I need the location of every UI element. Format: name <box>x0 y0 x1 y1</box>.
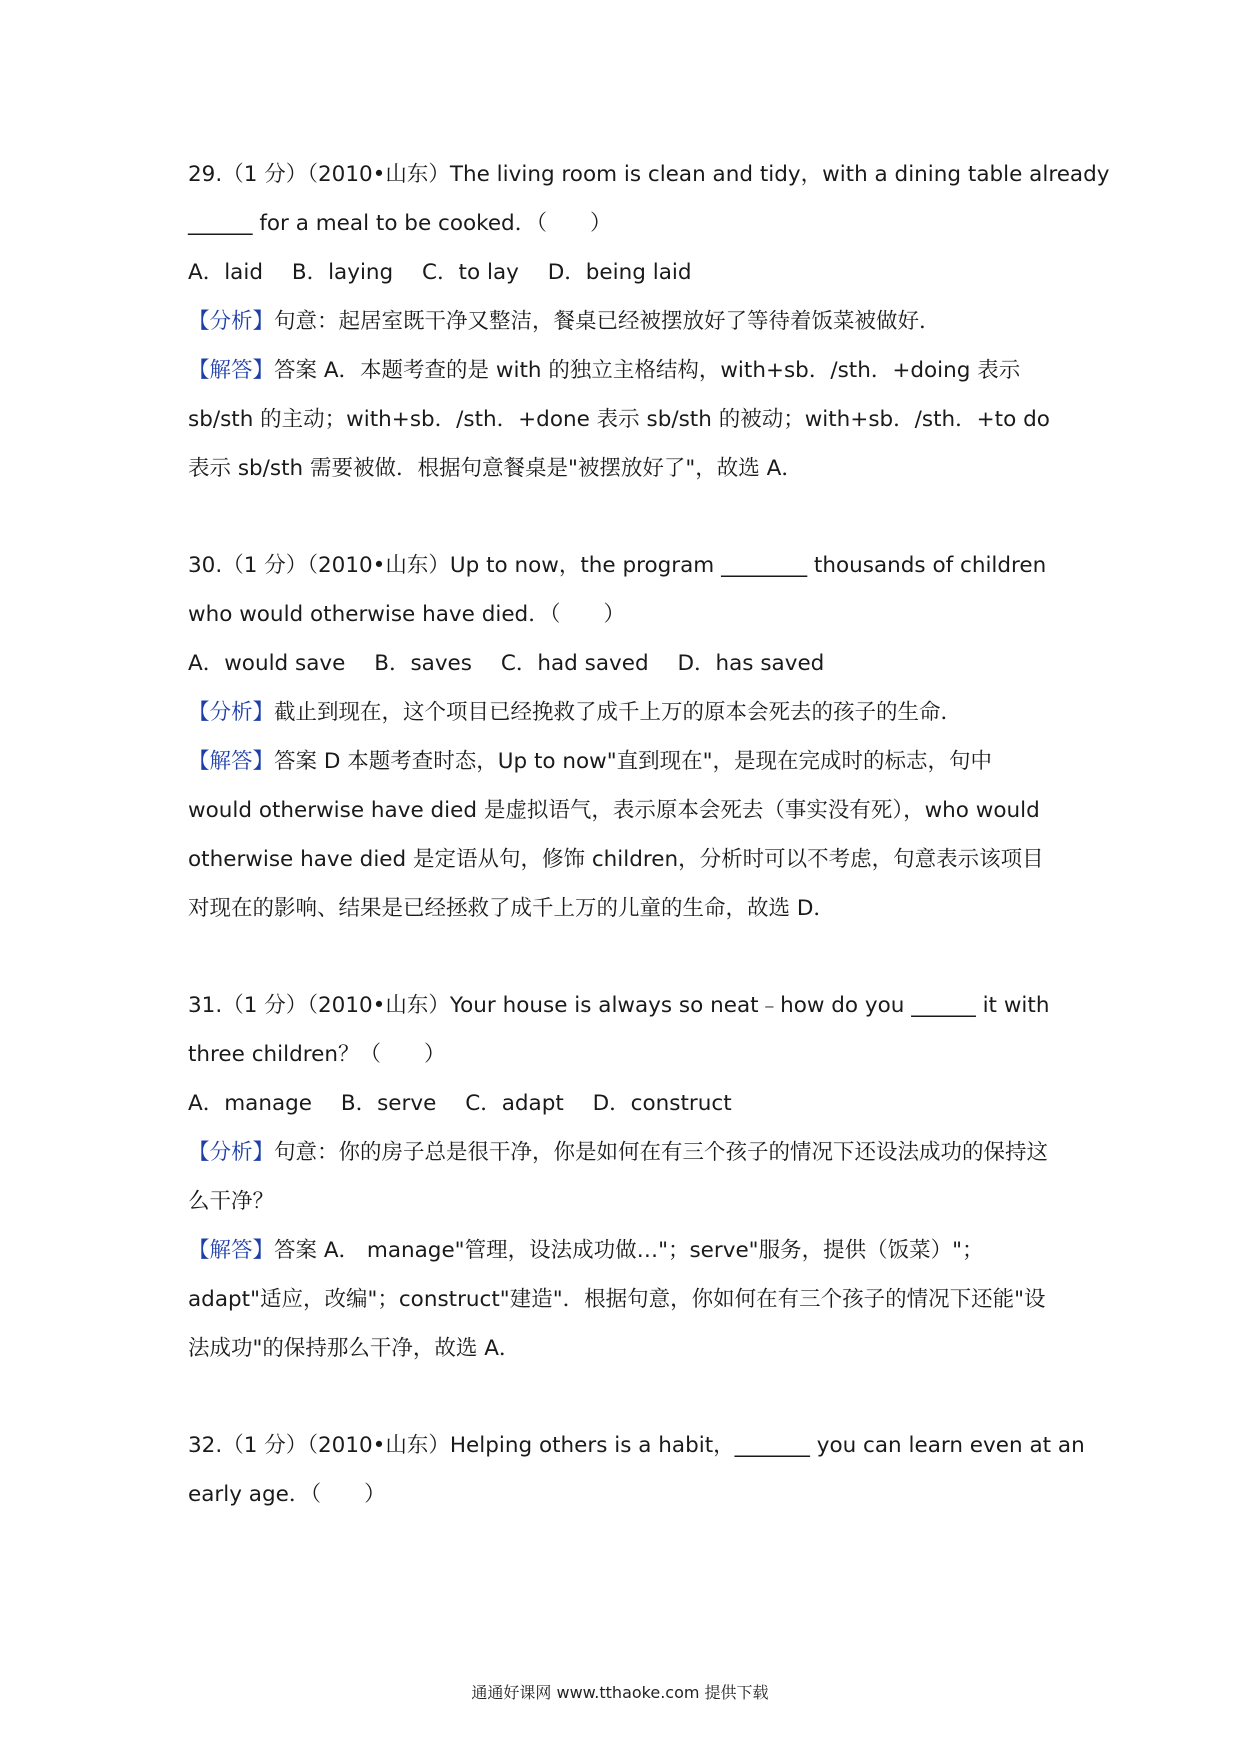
answer-options <box>188 639 1058 688</box>
option-a: A．would save <box>188 651 346 676</box>
question-stem: 29.（1 分）（2010•山东）The living room is clean and tidy，with a dining table already <box>188 162 1110 187</box>
answer-text: 答案 D 本题考查时态，Up to now"直到现在"，是现在完成时的标志，句中 would otherwise have died 是虚拟语气，表示原本会死去（事实没有死），who would otherwise have died 是定语从句，修饰 children，分析时可以不考虑，句意表示该项目对现在的影响、结果是已经拯救了成千上万的儿童的生命，故选 D． <box>188 749 1044 921</box>
analysis-tag: 【分析】 <box>188 700 275 725</box>
question-31 <box>188 981 1058 1373</box>
answer-text: 答案 A．本题考查的是 with 的独立主格结构，with+sb．/sth．+doing 表示 sb/sth 的主动；with+sb．/sth．+done 表示 sb/sth 的被动；with+sb．/sth．+to do 表示 sb/sth 需要被做．根据句意餐桌是"被摆放好了"，故选 A． <box>188 358 1050 481</box>
answer-tag: 【解答】 <box>188 1238 275 1263</box>
option-d: D．has saved <box>677 651 825 676</box>
question-29 <box>188 150 1110 493</box>
option-b: B．laying <box>291 260 394 285</box>
option-b: B．saves <box>374 651 472 676</box>
question-stem: 31.（1 分）（2010•山东）Your house is always so neat﹣how do you ______ it with <box>188 993 1050 1018</box>
analysis-tag: 【分析】 <box>188 1140 275 1165</box>
question-32 <box>188 1421 1085 1519</box>
page-footer: 通通好课网 www.tthaoke.com 提供下载 <box>471 1683 769 1702</box>
analysis-tag: 【分析】 <box>188 309 275 334</box>
analysis-paragraph <box>188 688 1058 737</box>
answer-tag: 【解答】 <box>188 749 275 774</box>
document-page <box>188 150 1110 1567</box>
question-30 <box>188 541 1058 933</box>
option-a: A．manage <box>188 1091 313 1116</box>
question-stem-continued: who would otherwise have died．（ ） <box>188 602 625 627</box>
question-stem: 30.（1 分）（2010•山东）Up to now，the program ________ thousands of children <box>188 553 1047 578</box>
analysis-text: 句意：起居室既干净又整洁，餐桌已经被摆放好了等待着饭菜被做好． <box>274 309 941 334</box>
option-c: C．to lay <box>422 260 519 285</box>
option-c: C．adapt <box>465 1091 564 1116</box>
answer-paragraph <box>188 737 1058 933</box>
option-a: A．laid <box>188 260 263 285</box>
option-d: D．construct <box>592 1091 732 1116</box>
answer-text: 答案 A． manage"管理，设法成功做…"；serve"服务，提供（饭菜）"；adapt"适应，改编"；construct"建造"．根据句意，你如何在有三个孩子的情况下还能"设法成功"的保持那么干净，故选 A． <box>188 1238 1046 1361</box>
answer-paragraph <box>188 346 1058 493</box>
answer-options <box>188 1079 1058 1128</box>
question-stem: 32.（1 分）（2010•山东）Helping others is a habit，_______ you can learn even at an <box>188 1433 1085 1458</box>
question-stem-continued: three children？（ ） <box>188 1042 446 1067</box>
question-stem-continued: ______ for a meal to be cooked．（ ） <box>188 211 612 236</box>
analysis-paragraph <box>188 1128 1058 1226</box>
analysis-text: 句意：你的房子总是很干净，你是如何在有三个孩子的情况下还设法成功的保持这么干净？ <box>188 1140 1049 1214</box>
answer-paragraph <box>188 1226 1058 1373</box>
option-d: D．being laid <box>547 260 692 285</box>
option-c: C．had saved <box>500 651 649 676</box>
answer-options <box>188 248 1058 297</box>
option-b: B．serve <box>340 1091 437 1116</box>
question-stem-continued: early age．（ ） <box>188 1482 386 1507</box>
analysis-text: 截止到现在，这个项目已经挽救了成千上万的原本会死去的孩子的生命． <box>274 700 963 725</box>
answer-tag: 【解答】 <box>188 358 275 383</box>
analysis-paragraph <box>188 297 1058 346</box>
